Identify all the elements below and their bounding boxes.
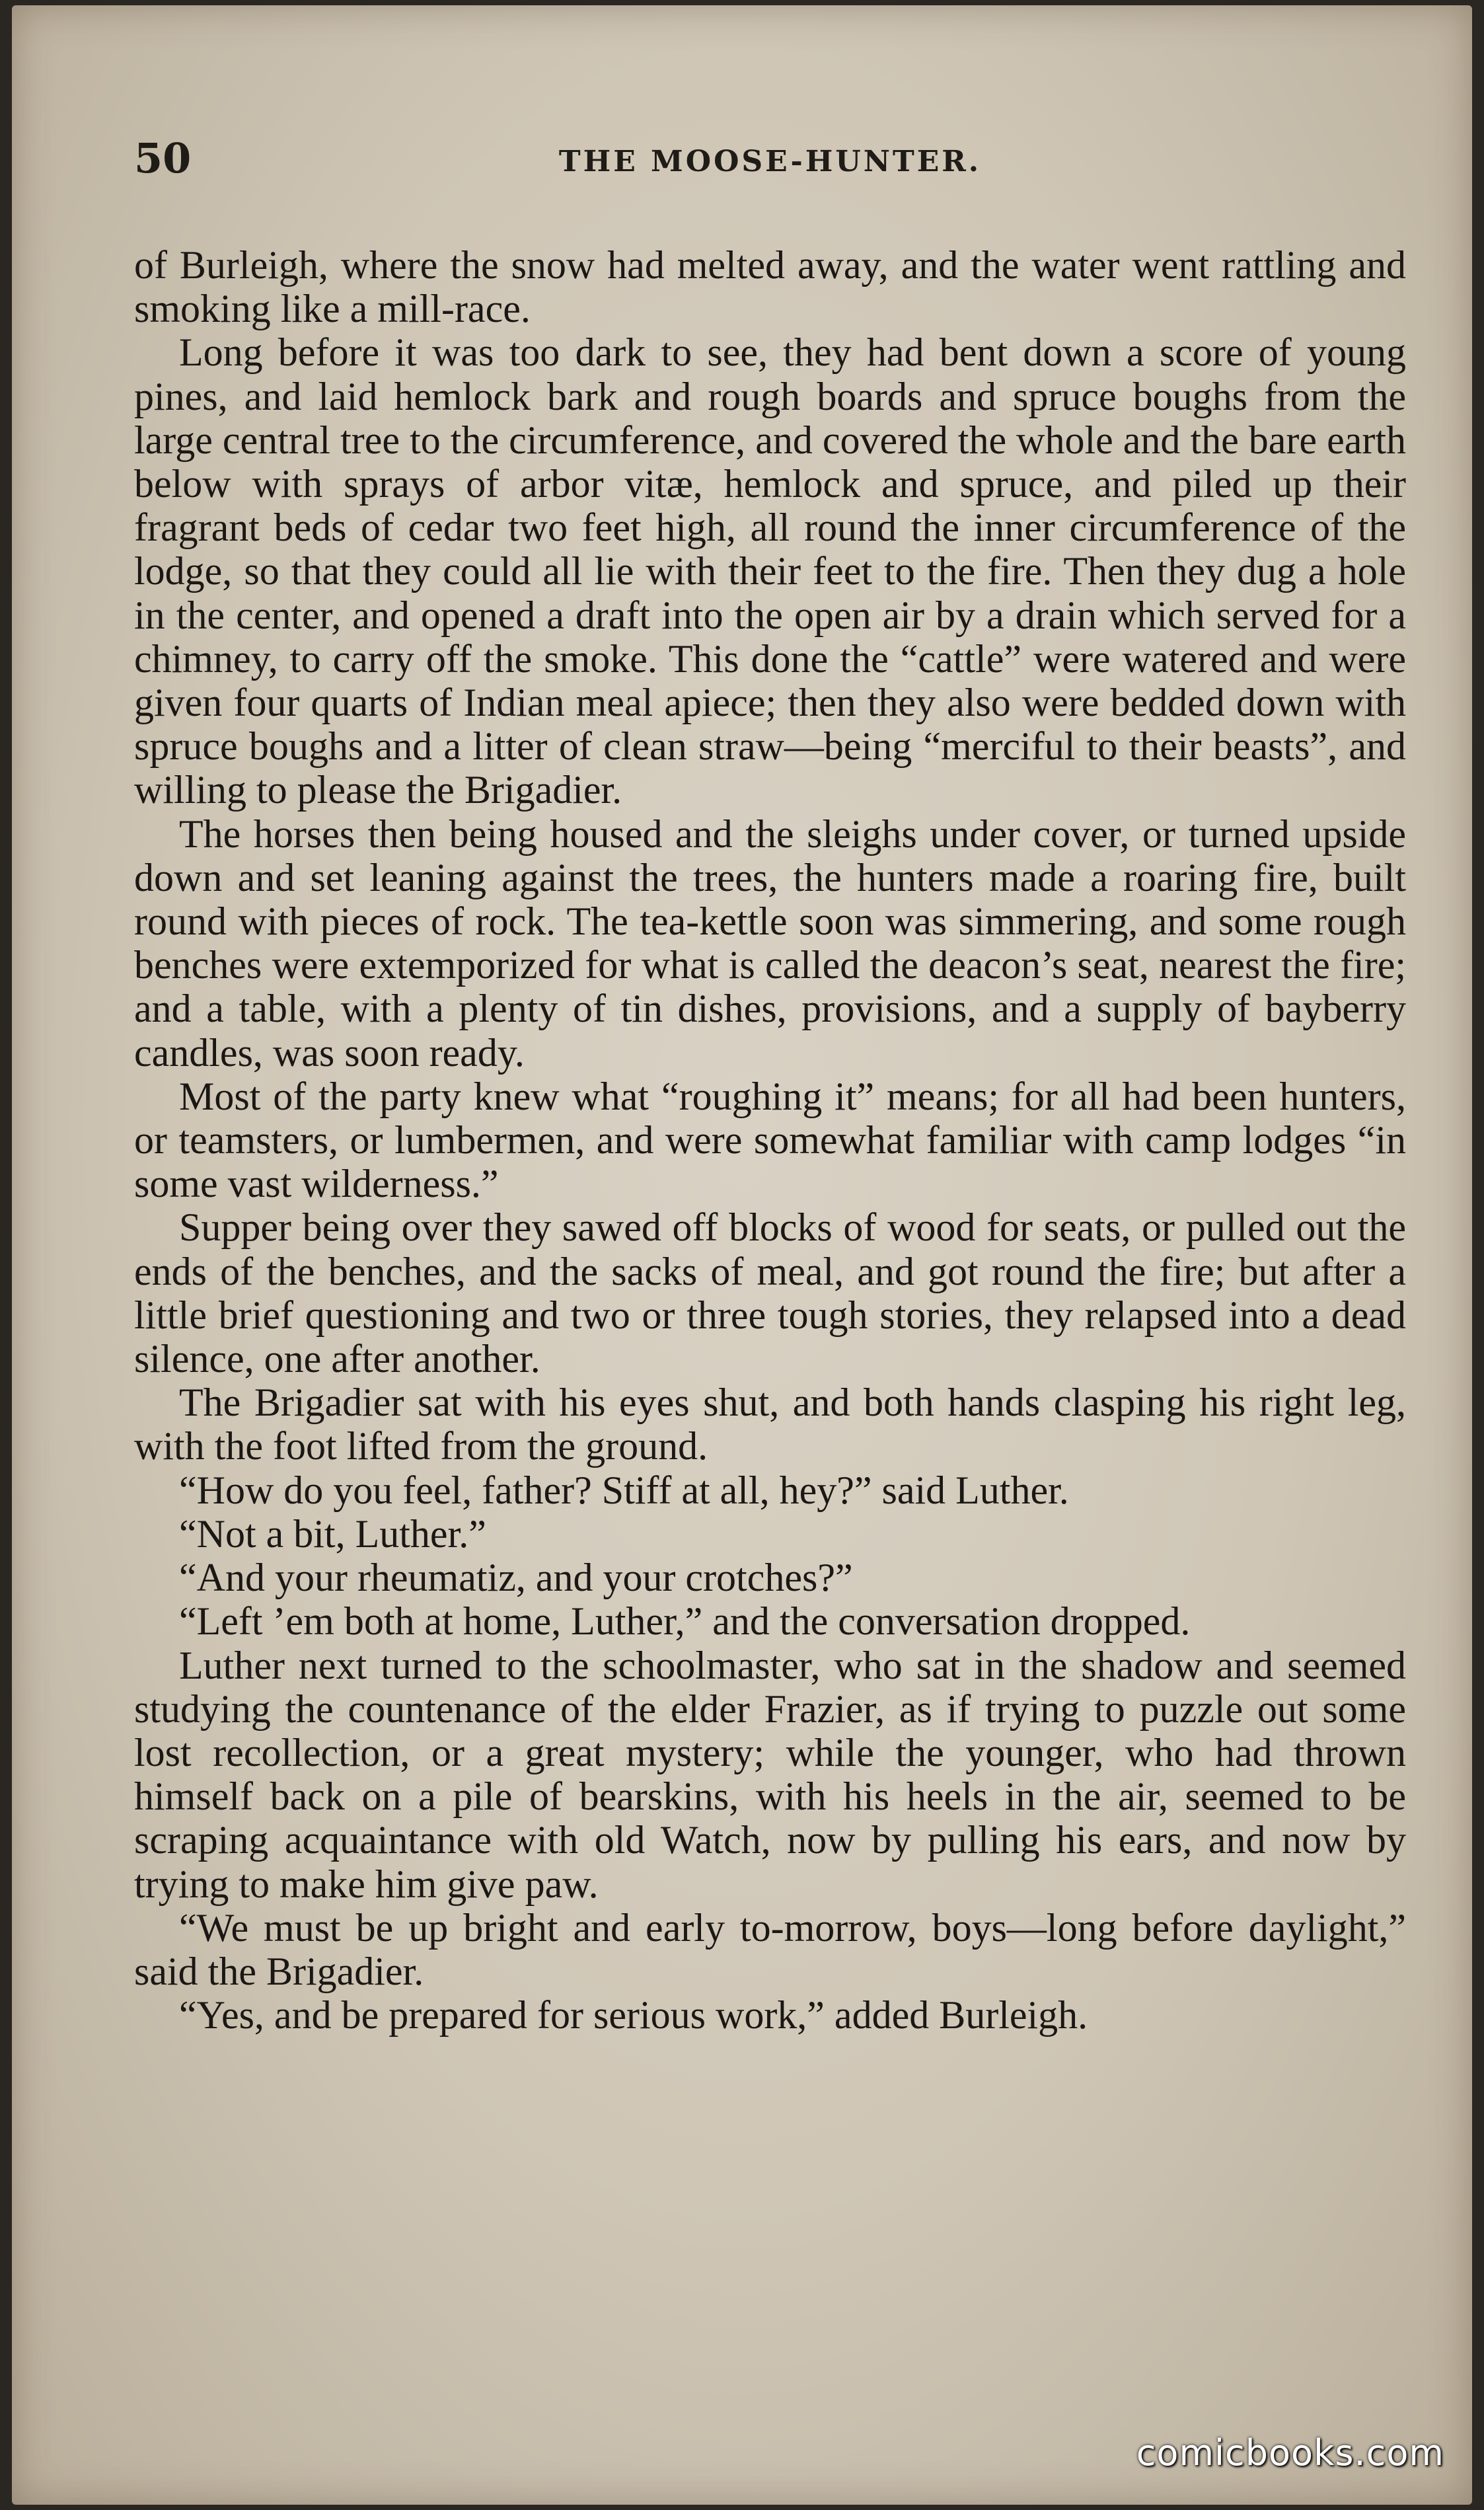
watermark: comicbooks.com [1136, 2432, 1444, 2474]
paragraph: of Burleigh, where the snow had melted away, and the water went rattling and smoking like a mill-race. [134, 243, 1406, 331]
paragraph: “And your rheumatiz, and your crotches?” [179, 1556, 853, 1600]
paragraph: “We must be up bright and early to-morrow, boys—long before daylight,” said the Brigadier. [134, 1905, 1406, 1993]
book-page [12, 5, 1472, 2505]
paragraph: Long before it was too dark to see, they had bent down a score of young pines, and laid hemlock bark and rough boards and spruce boughs from the large central tree to the circumference, and covered the whole and the bare earth below with sprays of arbor vitæ, hemlock and spruce, and piled up their fragrant beds of cedar two feet high, all round the inner circumference of the lodge, so that they could all lie with their feet to the fire. Then they dug a hole in the center, and opened a draft into the open air by a drain which served for a chimney, to carry off the smoke. This done the “cattle” were watered and were given four quarts of Indian meal apiece; then they also were bedded down with spruce boughs and a litter of clean straw—being “merciful to their beasts”, and willing to please the Brigadier. [134, 330, 1406, 812]
paragraph: Supper being over they sawed off blocks of wood for seats, or pulled out the ends of the benches, and the sacks of meal, and got round the fire; but after a little brief questioning and two or three tough stories, they relapsed into a dead silence, one after another. [134, 1205, 1406, 1381]
paragraph: “Left ’em both at home, Luther,” and the conversation dropped. [179, 1599, 1191, 1644]
paragraph: “How do you feel, father? Stiff at all, hey?” said Luther. [179, 1468, 1069, 1512]
paragraph: Most of the party knew what “roughing it” means; for all had been hunters, or teamsters, or lumbermen, and were somewhat familiar with camp lodges “in some vast wilderness.” [134, 1074, 1406, 1206]
paragraph: “Yes, and be prepared for serious work,” added Burleigh. [179, 1993, 1088, 2037]
body-text [134, 243, 1406, 2037]
paragraph: Luther next turned to the schoolmaster, who sat in the shadow and seemed studying the countenance of the elder Frazier, as if trying to puzzle out some lost recollection, or a great mystery; while the younger, who had thrown himself back on a pile of bearskins, with his heels in the air, seemed to be scraping acquaintance with old Watch, now by pulling his ears, and now by trying to make him give paw. [134, 1643, 1406, 1906]
paragraph: “Not a bit, Luther.” [179, 1511, 486, 1556]
paragraph: The Brigadier sat with his eyes shut, and both hands clasping his right leg, with the foot lifted from the ground. [134, 1381, 1406, 1468]
page-number: 50 [134, 134, 192, 182]
page-header [134, 134, 1406, 200]
running-head: THE MOOSE-HUNTER. [558, 145, 982, 178]
paragraph: The horses then being housed and the sleighs under cover, or turned upside down and set leaning against the trees, the hunters made a roaring fire, built round with pieces of rock. The tea-kettle soon was simmering, and some rough benches were extemporized for what is called the deacon’s seat, nearest the fire; and a table, with a plenty of tin dishes, provisions, and a supply of bayberry candles, was soon ready. [134, 812, 1406, 1075]
